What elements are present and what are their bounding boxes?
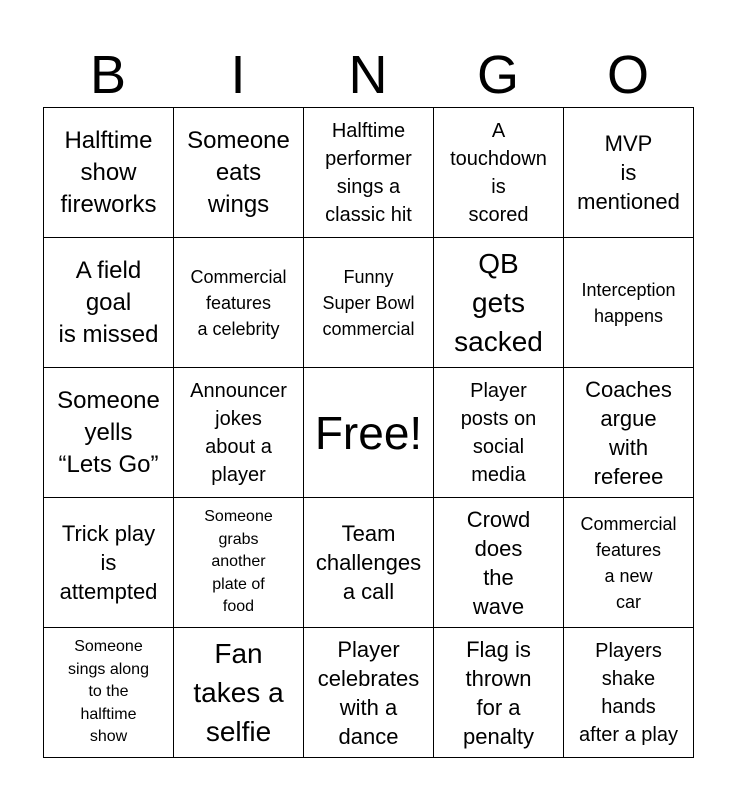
header-letter-g: G — [476, 45, 519, 105]
cell-label: Players shake hands after a play — [579, 639, 678, 746]
cell-label: Interception happens — [581, 279, 676, 326]
cell-label: Announcer jokes about a player — [190, 379, 287, 486]
cell-label: A touchdown is scored — [450, 119, 547, 226]
bingo-cell-r1c3[interactable] — [304, 108, 434, 238]
cell-label: QB gets sacked — [454, 248, 543, 357]
bingo-cell-r2c3[interactable] — [304, 238, 434, 368]
bingo-cell-r4c4[interactable] — [434, 498, 564, 628]
cell-label: Someone yells “Lets Go” — [57, 386, 160, 478]
bingo-cell-r1c1[interactable] — [44, 108, 174, 238]
cell-label: Funny Super Bowl commercial — [322, 266, 415, 339]
cell-label: Crowd does the wave — [466, 506, 531, 619]
free-space[interactable] — [304, 368, 434, 498]
bingo-board — [43, 107, 694, 758]
bingo-cell-r5c2[interactable] — [174, 628, 304, 758]
bingo-cell-r2c2[interactable] — [174, 238, 304, 368]
cell-label: Player posts on social media — [460, 379, 537, 486]
bingo-cell-r5c4[interactable] — [434, 628, 564, 758]
bingo-cell-r2c1[interactable] — [44, 238, 174, 368]
bingo-cell-r3c2[interactable] — [174, 368, 304, 498]
cell-label: Team challenges a call — [315, 521, 422, 604]
header-letter-b: B — [89, 45, 127, 105]
bingo-cell-r2c4[interactable] — [434, 238, 564, 368]
header-letter-o: O — [606, 45, 649, 105]
cell-label: Flag is thrown for a penalty — [463, 636, 534, 749]
bingo-cell-r5c1[interactable] — [44, 628, 174, 758]
cell-label: Halftime performer sings a classic hit — [325, 119, 412, 226]
cell-label: Commercial features a celebrity — [190, 266, 287, 339]
cell-label: A field goal is missed — [58, 256, 159, 348]
bingo-cell-r1c4[interactable] — [434, 108, 564, 238]
bingo-header — [43, 42, 693, 108]
bingo-cell-r4c1[interactable] — [44, 498, 174, 628]
cell-label: Someone grabs another plate of food — [204, 508, 273, 616]
cell-label: Trick play is attempted — [59, 521, 158, 604]
bingo-cell-r2c5[interactable] — [564, 238, 694, 368]
cell-label: Halftime show fireworks — [60, 126, 157, 218]
bingo-cell-r5c3[interactable] — [304, 628, 434, 758]
header-letter-i: I — [230, 45, 246, 105]
cell-label: Commercial features a new car — [580, 513, 677, 612]
bingo-cell-r3c1[interactable] — [44, 368, 174, 498]
bingo-cell-r1c2[interactable] — [174, 108, 304, 238]
header-letter-n: N — [348, 45, 388, 105]
cell-label: MVP is mentioned — [577, 131, 680, 214]
bingo-cell-r4c2[interactable] — [174, 498, 304, 628]
cell-label: Player celebrates with a dance — [317, 636, 420, 749]
bingo-cell-r3c4[interactable] — [434, 368, 564, 498]
cell-label: Someone eats wings — [187, 126, 290, 218]
cell-label: Someone sings along to the halftime show — [68, 638, 149, 746]
bingo-cell-r4c3[interactable] — [304, 498, 434, 628]
free-space-label: Free! — [314, 406, 423, 459]
bingo-cell-r5c5[interactable] — [564, 628, 694, 758]
bingo-cell-r4c5[interactable] — [564, 498, 694, 628]
bingo-cell-r3c5[interactable] — [564, 368, 694, 498]
bingo-cell-r1c5[interactable] — [564, 108, 694, 238]
cell-label: Coaches argue with referee — [585, 376, 672, 489]
cell-label: Fan takes a selfie — [193, 638, 284, 747]
